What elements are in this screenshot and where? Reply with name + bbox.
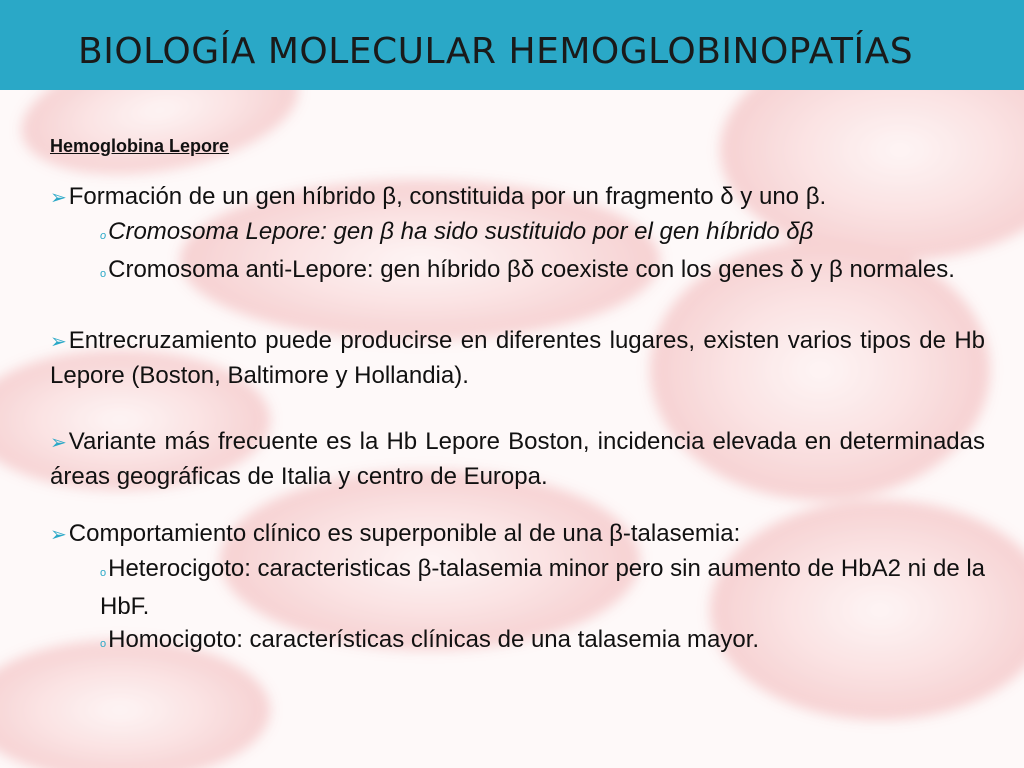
arrow-bullet-icon: ➢	[50, 524, 67, 546]
slide-content	[50, 134, 985, 661]
arrow-bullet-icon: ➢	[50, 432, 67, 454]
bullet-item: ➢Formación de un gen híbrido β, constituida por un fragmento δ y uno β.	[50, 183, 827, 210]
circle-bullet-icon: o	[100, 567, 107, 579]
circle-bullet-icon: o	[100, 638, 107, 650]
arrow-bullet-icon: ➢	[50, 187, 67, 209]
bullet-item: ➢Entrecruzamiento puede producirse en diferentes lugares, existen varios tipos de Hb Lepore (Boston, Baltimore y Hollandia).	[50, 327, 985, 389]
bullet-item: ➢Variante más frecuente es la Hb Lepore Boston, incidencia elevada en determinadas áreas geográficas de Italia y centro de Europa.	[50, 428, 985, 490]
sub-item: oCromosoma anti-Lepore: gen híbrido βδ coexiste con los genes δ y β normales.	[100, 256, 955, 283]
circle-bullet-icon: o	[100, 230, 107, 242]
sub-item: oHomocigoto: características clínicas de una talasemia mayor.	[100, 626, 760, 653]
section-heading: Hemoglobina Lepore	[50, 136, 230, 156]
sub-item: oCromosoma Lepore: gen β ha sido sustituido por el gen híbrido δβ	[100, 218, 814, 245]
title-bar	[0, 0, 1024, 90]
slide-title: BIOLOGÍA MOLECULAR HEMOGLOBINOPATÍAS	[78, 31, 914, 72]
sub-item: oHeterocigoto: caracteristicas β-talasemia minor pero sin aumento de HbA2 ni de la HbF.	[100, 555, 986, 620]
circle-bullet-icon: o	[100, 268, 107, 280]
arrow-bullet-icon: ➢	[50, 331, 67, 353]
bullet-item: ➢Comportamiento clínico es superponible al de una β-talasemia:	[50, 520, 741, 547]
